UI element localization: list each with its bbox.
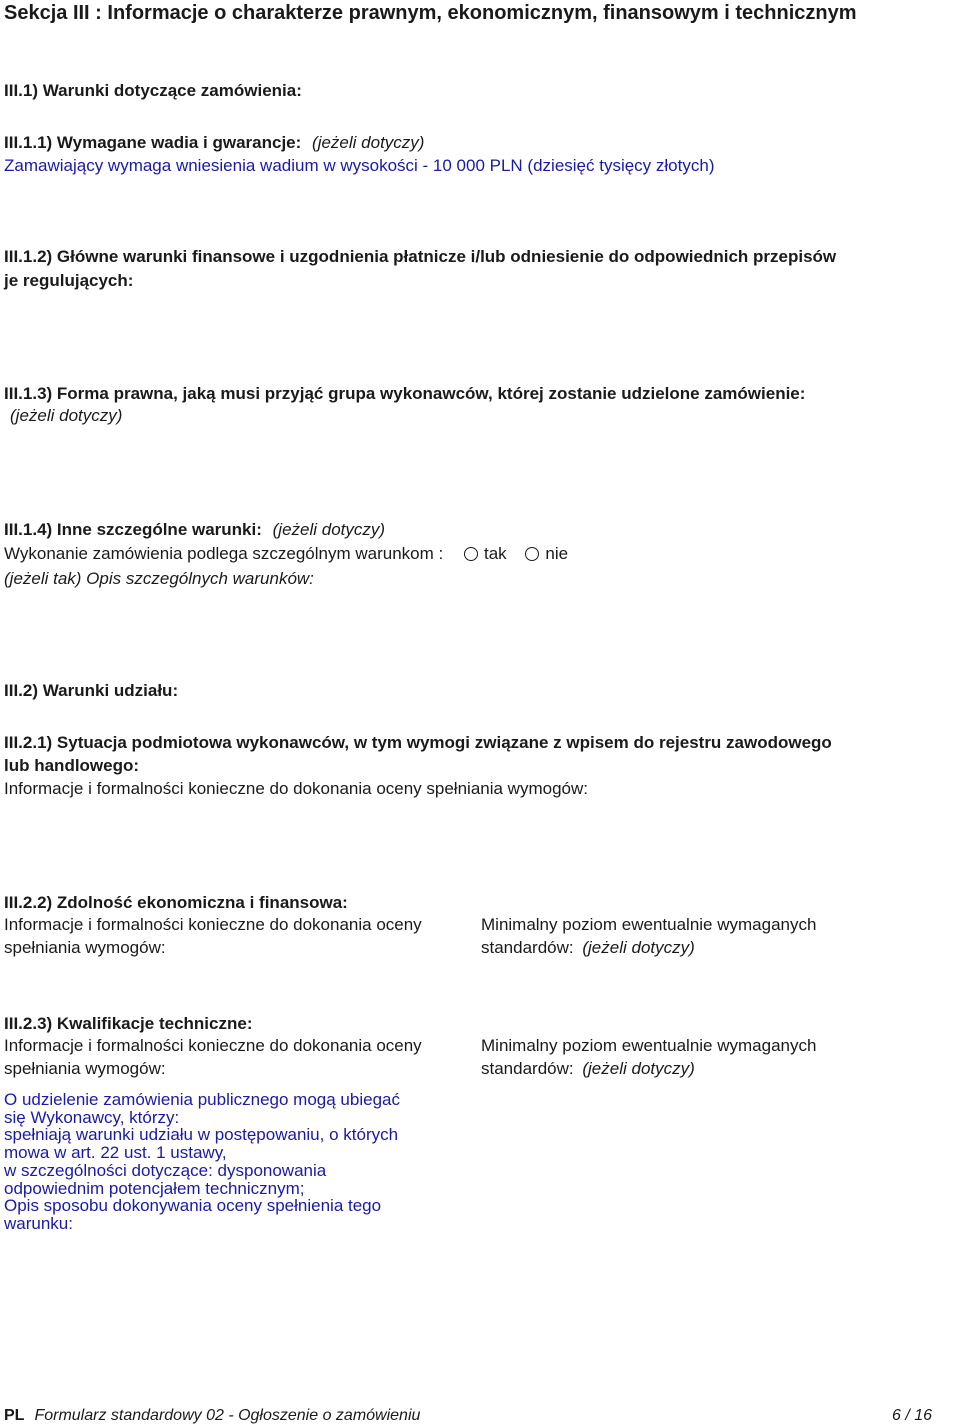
heading-iii-1-4-note: (jeżeli dotyczy) [272, 520, 386, 539]
footer-language: PL [4, 1407, 25, 1424]
heading-iii-2-1-line1: III.2.1) Sytuacja podmiotowa wykonawców, w tym wymogi związane z wpisem do rejestru zawodowego [4, 733, 832, 752]
iii-2-2-right-line1: Minimalny poziom ewentualnie wymaganych [481, 915, 817, 934]
iii-2-2-standards-label: standardów: [481, 938, 574, 957]
heading-iii-1-2-line2: je regulujących: [4, 271, 134, 290]
iii-2-3-standards-note: (jeżeli dotyczy) [582, 1059, 695, 1078]
page-footer [4, 1407, 420, 1425]
heading-iii-2-1-line2: lub handlowego: [4, 756, 140, 775]
heading-iii-1-3: III.1.3) Forma prawna, jaką musi przyjąć grupa wykonawców, której zostanie udzielone zamówienie: [4, 384, 806, 403]
heading-iii-1: III.1) Warunki dotyczące zamówienia: [4, 81, 302, 100]
requirements-line: spełniają warunki udziału w postępowaniu, o których [4, 1125, 399, 1145]
wadium-text: Zamawiający wymaga wniesienia wadium w wysokości - 10 000 PLN (dziesięć tysięcy złotych) [4, 156, 715, 175]
requirements-line: O udzielenie zamówienia publicznego mogą ubiegać [4, 1090, 400, 1109]
heading-iii-1-1-note: (jeżeli dotyczy) [312, 133, 425, 152]
radio-option-nie[interactable] [525, 544, 568, 563]
heading-iii-1-4-label: III.1.4) Inne szczególne warunki: [4, 520, 262, 539]
footer-page-number: 6 / 16 [891, 1407, 932, 1424]
heading-iii-1-2-line1: III.1.2) Główne warunki finansowe i uzgodnienia płatnicze i/lub odniesienie do odpowiednich przepisów [4, 247, 837, 266]
iii-2-3-standards-label: standardów: [481, 1059, 574, 1078]
heading-iii-2-3: III.2.3) Kwalifikacje techniczne: [4, 1014, 253, 1033]
radio-circle-icon[interactable] [464, 547, 478, 561]
special-conditions-question: Wykonanie zamówienia podlega szczególnym warunkom : [4, 544, 444, 563]
radio-label-nie: nie [545, 544, 569, 563]
special-conditions-desc: (jeżeli tak) Opis szczególnych warunków: [4, 569, 314, 588]
iii-2-3-right-line2 [481, 1059, 695, 1079]
heading-iii-1-4 [4, 520, 385, 540]
iii-2-2-left-line2: spełniania wymogów: [4, 938, 166, 957]
radio-option-tak[interactable] [464, 544, 511, 563]
special-conditions-row [4, 544, 568, 564]
requirements-line: mowa w art. 22 ust. 1 ustawy, [4, 1143, 227, 1163]
technical-requirements-text [4, 1091, 400, 1233]
footer-form-name: Formularz standardowy 02 - Ogłoszenie o zamówieniu [34, 1407, 421, 1424]
iii-2-3-left-line2: spełniania wymogów: [4, 1059, 166, 1078]
iii-2-2-right-line2 [481, 938, 695, 958]
heading-iii-1-1 [4, 133, 424, 153]
requirements-line: warunku: [4, 1213, 73, 1233]
iii-2-2-left-line1: Informacje i formalności konieczne do dokonania oceny [4, 915, 422, 934]
requirements-line: Opis sposobu dokonywania oceny spełnienia tego [4, 1196, 382, 1216]
heading-iii-2-2: III.2.2) Zdolność ekonomiczna i finansowa: [4, 893, 348, 912]
heading-iii-1-1-label: III.1.1) Wymagane wadia i gwarancje: [4, 133, 302, 152]
heading-iii-2: III.2) Warunki udziału: [4, 681, 179, 700]
requirements-line: odpowiednim potencjałem technicznym; [4, 1178, 305, 1198]
iii-2-3-left-line1: Informacje i formalności konieczne do dokonania oceny [4, 1036, 422, 1055]
iii-2-3-right-line1: Minimalny poziom ewentualnie wymaganych [481, 1036, 817, 1055]
radio-label-tak: tak [483, 544, 507, 563]
requirements-line: w szczególności dotyczące: dysponowania [4, 1160, 327, 1180]
requirements-line: się Wykonawcy, którzy: [4, 1107, 180, 1127]
iii-2-2-standards-note: (jeżeli dotyczy) [582, 938, 695, 957]
heading-iii-1-3-note: (jeżeli dotyczy) [10, 406, 123, 425]
section-title: Sekcja III : Informacje o charakterze prawnym, ekonomicznym, finansowym i technicznym [4, 2, 857, 24]
radio-circle-icon[interactable] [525, 547, 539, 561]
iii-2-1-info: Informacje i formalności konieczne do dokonania oceny spełniania wymogów: [4, 779, 588, 798]
